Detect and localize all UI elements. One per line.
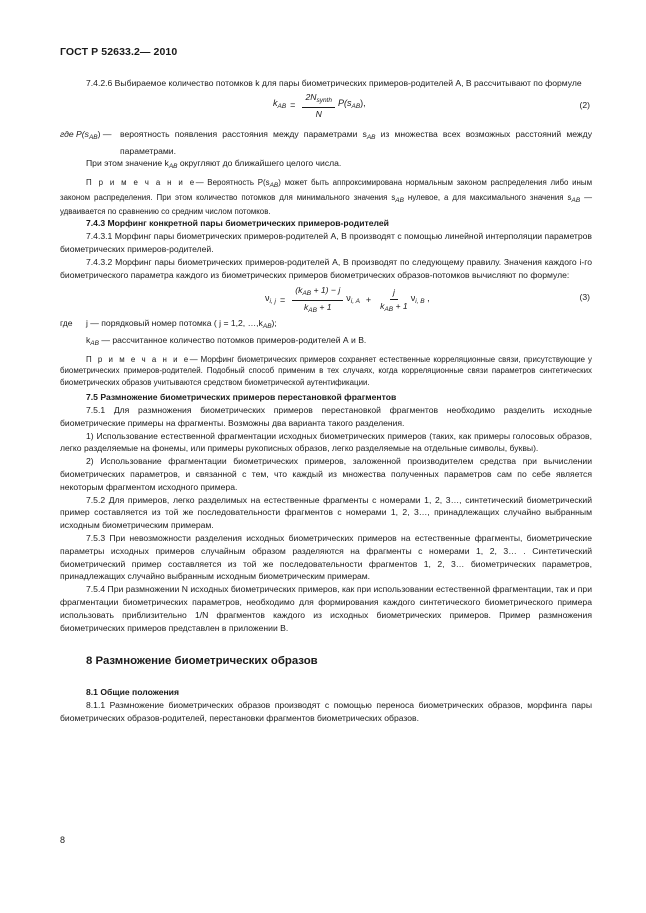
heading-7-4-3: 7.4.3 Морфинг конкретной пары биометрических примеров-родителей <box>86 218 389 229</box>
page-content <box>60 77 592 725</box>
page-number: 8 <box>60 835 66 845</box>
formula-3-fraction-1: $\frac{(k_{AB} + 1) - j}{k_{AB} + 1}$ <box>292 285 343 316</box>
formula-3-fraction-2: $\frac{j}{k_{AB} + 1}$ <box>380 286 408 313</box>
definition-p-desc: вероятность появления расстояния между параметрами $s_{AB}$ из множества всех возможных расстояний между параметрами. <box>120 128 592 156</box>
clause-7-5-1-item-2: 2) Использование фрагментации биометрических примеров, заложенной производителем средства при вычислении биометрических параметров, и связанной с тем, что каждый из множества полученных параметров сам по себе является некоторым фрагментом исходного примера. <box>60 456 592 492</box>
clause-7-4-2-6: 7.4.2.6 Выбираемое количество потомков k для пары биометрических примеров-родителей А, В рассчитывают по формуле <box>86 78 582 88</box>
definition-p-term: где $P(s_{AB})$ — <box>60 128 112 141</box>
clause-7-5-2: 7.5.2 Для примеров, легко разделимых на естественные фрагменты с номерами 1, 2, 3…, синтетический биометрический пример составляется из той же последовательности фрагментов с номерами 1, 2, 3…, принадлежащих случайно выбранным исходным биометрическим примерам. <box>60 494 592 531</box>
formula-2-number: (2) <box>579 99 590 110</box>
clause-7-5-3: 7.5.3 При невозможности разделения исходных биометрических примеров на естественные фрагменты, биометрические параметры исходных примеров случайным образом разделяются на фрагменты с номерами 1, 2, 3… . Синтетический биометрический пример составляется из той же последовательности фрагментов 1, 2, 3… биометрических параметров, принадлежащих случайно выбранным исходным биометрическим примерам. <box>60 532 592 582</box>
heading-section-8: 8 Размножение биометрических образов <box>86 655 318 668</box>
clause-7-4-3-1: 7.4.3.1 Морфинг пары биометрических примеров-родителей А, В производят с помощью линейной интерполяции параметров биометрических примеров-родителей. <box>60 231 592 254</box>
clause-7-5-4: 7.5.4 При размножении N исходных биометрических примеров, как при использовании естественной фрагментации, так и при фрагментации биометрических параметров, необходимо для формирования каждого синтетического биометрического примера использовать приблизительно 1/N фрагментов каждого из исходных биометрических примеров. Пример размножения биометрических примеров представлен в приложении В. <box>60 584 592 633</box>
note-2: П р и м е ч а н и е— Морфинг биометрических примеров сохраняет естественные корреляционные связи, присутствующие у биометрических примеров-родителей. Подобный способ применим в тех случаях, когда корреляционные связи параметров синтетических биометрических образов учитываются средством биометрической аутентификации. <box>60 354 592 387</box>
formula-3-body: $\nu_{i, j}$ = $\frac{(k_{AB} + 1) - j}{k_{AB} + 1}$ $\nu_{i, A}$ + $\frac{j}{k_{AB} + 1}$ $\nu_{i, B}$ , <box>265 285 430 315</box>
formula-3-end: $\nu_{i, B}$ , <box>410 293 430 306</box>
formula-2-lhs: $k_{AB}$ <box>273 98 287 111</box>
clause-7-5-1-item-1: 1) Использование естественной фрагментации исходных биометрических примеров (таких, как примеры голосовых образов, легко разделяемые на фонемы, или примеры рукописных образов, легко разделяемые на отдельные символы, буквы). <box>60 430 592 454</box>
formula-2-eq: = <box>290 100 296 111</box>
formula-3-number: (3) <box>579 292 590 303</box>
formula-3 <box>60 281 592 317</box>
heading-7-5: 7.5 Размножение биометрических примеров перестановкой фрагментов <box>86 392 397 403</box>
formula-3-lhs: $\nu_{i, j}$ <box>265 293 276 306</box>
formula-2-rhs: $P(s_{AB})$, <box>337 98 366 111</box>
formula-2 <box>60 90 592 128</box>
note-1: П р и м е ч а н и е— Вероятность $P(s_{AB})$ может быть аппроксимирована нормальным законом распределения либо иным законом распределения. При этом количество потомков для минимального значения $s_{AB}$ нулевое, а для максимального значения $s_{AB}$ — удваивается по сравнению со средним числом потомков. <box>60 178 593 216</box>
heading-8-1: 8.1 Общие положения <box>86 687 179 698</box>
formula-2-body <box>273 92 366 120</box>
formula-2-fraction: $\frac{2N_{synth}}{N}$ <box>302 92 335 120</box>
standard-header: ГОСТ Р 52633.2— 2010 <box>60 46 178 58</box>
rounding-line: При этом значение $k_{AB}$ округляют до ближайшего целого числа. <box>86 158 342 171</box>
definition-p <box>60 128 592 158</box>
definitions-3 <box>60 317 592 351</box>
clause-7-5-1: 7.5.1 Для размножения биометрических примеров перестановкой фрагментов необходимо разделить исходные биометрические примеры на фрагменты. Возможны два варианта такого разделения. <box>60 405 592 428</box>
definition-k-desc: $k_{AB}$ — рассчитанное количество потомков примеров-родителей А и В. <box>86 335 367 348</box>
definition-j-desc: j — порядковый номер потомка ( j = 1,2, $\dots,k_{AB}$); <box>86 318 277 331</box>
formula-3-mid: $\nu_{i, A}$ <box>346 293 360 306</box>
clause-8-1-1: 8.1.1 Размножение биометрических образов производят с помощью переноса биометрических образов, морфинга пары биометрических образов-родителей, перестановки фрагментов биометрических образов. <box>60 699 592 723</box>
definition-j-term: где <box>60 318 73 329</box>
clause-7-4-3-2: 7.4.3.2 Морфинг пары биометрических примеров-родителей А, В производят по следующему правилу. Значения каждого i-го биометрического параметра каждого из биометрических примеров биометрических образов-потомков вычисляют по формуле: <box>60 256 592 280</box>
